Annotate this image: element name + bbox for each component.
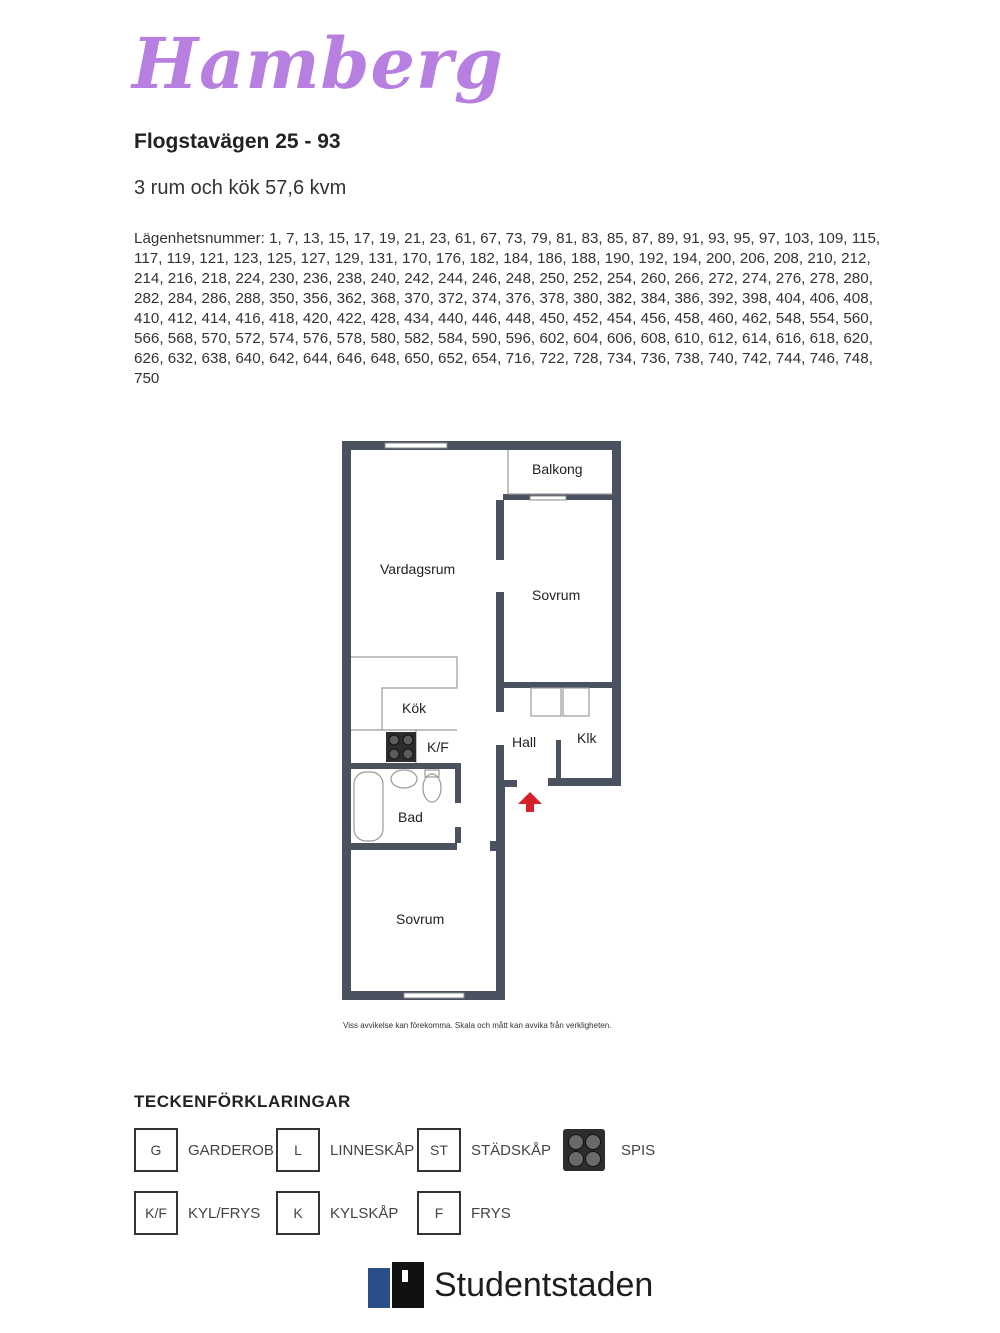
room-label-sovrum-lower: Sovrum (396, 911, 445, 927)
entrance-arrow-icon (518, 792, 542, 812)
legend-item-kylskap (276, 1190, 398, 1236)
outer-walls (342, 441, 621, 1000)
legend-title: TECKENFÖRKLARINGAR (134, 1092, 351, 1111)
legend-item-linneskap (276, 1127, 414, 1173)
disclaimer-text: Viss avvikelse kan förekomma. Skala och mått kan avvika från verkligheten. (343, 1021, 612, 1030)
legend-code-g: G (134, 1128, 178, 1172)
legend-label-stadskap: STÄDSKÅP (471, 1141, 552, 1159)
legend-label-spis: SPIS (621, 1141, 656, 1159)
legend-code-k: K (276, 1191, 320, 1235)
room-label-sovrum-upper: Sovrum (532, 587, 581, 603)
room-label-balkong: Balkong (532, 461, 583, 477)
brand-logo-text: Hamberg (132, 22, 504, 105)
legend-label-kylskap: KYLSKÅP (330, 1204, 399, 1222)
studentstaden-logo-text: Studentstaden (434, 1265, 654, 1304)
legend-item-stadskap (417, 1127, 551, 1173)
apartment-size: 3 rum och kök 57,6 kvm (134, 177, 347, 199)
legend-item-garderob (134, 1127, 274, 1173)
legend-code-f: F (417, 1191, 461, 1235)
studentstaden-logo (368, 1262, 653, 1308)
legend-item-frys (417, 1190, 511, 1236)
apartment-numbers: Lägenhetsnummer: 1, 7, 13, 15, 17, 19, 21, 23, 61, 67, 73, 79, 81, 83, 85, 87, 89, 91, 93, 95, 97, 103, 109, 115, 117, 119, 121, 123, 125, 127, 129, 131, 170, 176, 182, 184, 186, 188, 190, 192, 194, 200, 206, 208, 210, 212, 214, 216, 218, 224, 230, 236, 238, 240, 242, 244, 246, 248, 250, 252, 254, 260, 266, 272, 274, 276, 278, 280, 282, 284, 286, 288, 350, 356, 362, 368, 370, 372, 374, 376, 378, 380, 382, 384, 386, 392, 398, 404, 406, 408, 410, 412, 414, 416, 418, 420, 422, 428, 434, 440, 446, 448, 450, 452, 454, 456, 458, 460, 462, 548, 554, 560, 566, 568, 570, 572, 574, 576, 578, 580, 582, 584, 590, 596, 602, 604, 606, 608, 610, 612, 614, 616, 618, 620, 626, 632, 638, 640, 642, 644, 646, 648, 650, 652, 654, 716, 722, 728, 734, 736, 738, 740, 742, 744, 746, 748, 750 (134, 230, 881, 387)
room-labels (380, 461, 597, 927)
room-label-hall: Hall (512, 734, 537, 750)
legend-code-l: L (276, 1128, 320, 1172)
legend-code-st: ST (417, 1128, 461, 1172)
studentstaden-logo-icon (368, 1262, 428, 1308)
room-label-vardagsrum: Vardagsrum (380, 561, 456, 577)
legend-code-kf: K/F (134, 1191, 178, 1235)
inner-walls (351, 494, 613, 851)
room-label-kf: K/F (427, 739, 449, 755)
stove-icon (386, 732, 416, 762)
legend-label-kylfrys: KYL/FRYS (188, 1204, 261, 1222)
legend-label-linneskap: LINNESKÅP (330, 1141, 415, 1159)
room-label-bad: Bad (398, 809, 423, 825)
room-label-kok: Kök (402, 700, 427, 716)
room-label-klk: Klk (577, 730, 597, 746)
address-heading: Flogstavägen 25 - 93 (134, 130, 341, 153)
legend-label-garderob: GARDEROB (188, 1141, 274, 1159)
legend-item-spis (563, 1127, 655, 1173)
stove-legend-icon (563, 1129, 605, 1171)
legend-label-frys: FRYS (471, 1204, 511, 1222)
legend-item-kylfrys (134, 1190, 260, 1236)
